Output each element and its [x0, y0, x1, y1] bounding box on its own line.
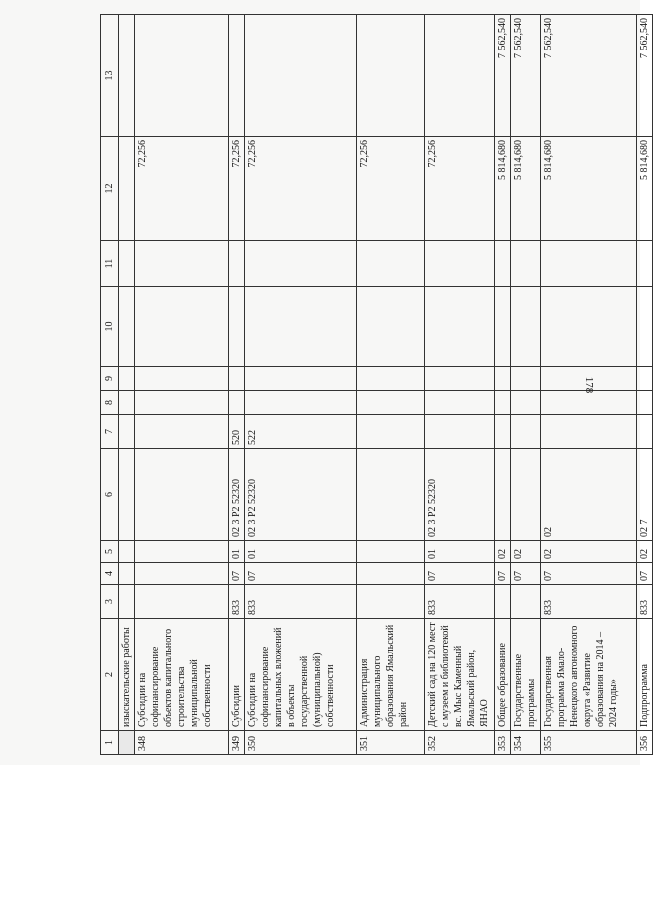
table-cell-c1: 350 — [245, 731, 357, 755]
table-cell-c3 — [135, 585, 229, 619]
table-cell-c2: Подпрограмма — [637, 619, 653, 731]
table-cell-c5: 01 — [425, 541, 495, 563]
table-cell-c6 — [511, 449, 541, 541]
table-cell-c12: 5 814,680 — [511, 137, 541, 241]
table-cell-c1: 349 — [229, 731, 245, 755]
table-cell-c9 — [637, 367, 653, 391]
table-cell-c11 — [511, 241, 541, 287]
table-cell-c6 — [119, 449, 135, 541]
page-number: 178 — [583, 376, 595, 394]
table-cell-c13 — [119, 15, 135, 137]
table-cell-c13 — [425, 15, 495, 137]
table-cell-c2: Администрация муниципального образования Ямальский район — [357, 619, 425, 731]
table-cell-c4: 07 — [495, 563, 511, 585]
table-cell-c11 — [119, 241, 135, 287]
table-cell-c10 — [229, 287, 245, 367]
table-cell-c2: Государственные программы — [511, 619, 541, 731]
table-cell-c3 — [357, 585, 425, 619]
header-cell: 3 — [101, 585, 119, 619]
header-cell: 2 — [101, 619, 119, 731]
table-cell-c2: Детский сад на 120 мест с музеем и библиотекой вс. Мыс Каменный Ямальский район, ЯНАО — [425, 619, 495, 731]
header-cell: 13 — [101, 15, 119, 137]
rotated-content — [100, 15, 650, 755]
table-cell-c7: 522 — [245, 415, 357, 449]
table-cell-c7 — [425, 415, 495, 449]
table-cell-c4: 07 — [245, 563, 357, 585]
table-cell-c10 — [135, 287, 229, 367]
table-cell-c12: 72,256 — [229, 137, 245, 241]
table-row — [119, 15, 135, 755]
table-cell-c13 — [357, 15, 425, 137]
table-cell-c8 — [245, 391, 357, 415]
table-cell-c7 — [119, 415, 135, 449]
table-cell-c9 — [511, 367, 541, 391]
table-cell-c6: 02 — [541, 449, 637, 541]
table-cell-c8 — [119, 391, 135, 415]
table-cell-c6: 02 7 — [637, 449, 653, 541]
header-cell: 12 — [101, 137, 119, 241]
table-cell-c12: 5 814,680 — [637, 137, 653, 241]
table-cell-c6: 02 3 P2 52320 — [245, 449, 357, 541]
table-cell-c5: 02 — [637, 541, 653, 563]
table-cell-c13: 7 562,540 — [541, 15, 637, 137]
table-row — [495, 15, 511, 755]
table-cell-c2: Субсидии — [229, 619, 245, 731]
table-cell-c10 — [637, 287, 653, 367]
table-row — [511, 15, 541, 755]
table-cell-c8 — [637, 391, 653, 415]
table-cell-c3 — [495, 585, 511, 619]
table-cell-c5: 02 — [541, 541, 637, 563]
table-cell-c9 — [229, 367, 245, 391]
header-cell: 1 — [101, 731, 119, 755]
table-cell-c1: 348 — [135, 731, 229, 755]
table-cell-c1: 354 — [511, 731, 541, 755]
table-cell-c1: 355 — [541, 731, 637, 755]
table-cell-c3: 833 — [541, 585, 637, 619]
table-cell-c9 — [135, 367, 229, 391]
table-cell-c8 — [511, 391, 541, 415]
table-cell-c4 — [119, 563, 135, 585]
table-cell-c7 — [357, 415, 425, 449]
table-row — [245, 15, 357, 755]
table-header — [101, 15, 119, 755]
table-cell-c10 — [425, 287, 495, 367]
header-cell: 5 — [101, 541, 119, 563]
table-cell-c12: 72,256 — [357, 137, 425, 241]
table-cell-c1: 356 — [637, 731, 653, 755]
table-cell-c8 — [495, 391, 511, 415]
table-cell-c11 — [495, 241, 511, 287]
table-cell-c5: 01 — [245, 541, 357, 563]
table-cell-c12: 5 814,680 — [541, 137, 637, 241]
table-cell-c4 — [135, 563, 229, 585]
table-cell-c13: 7 562,540 — [495, 15, 511, 137]
table-cell-c7: 520 — [229, 415, 245, 449]
table-cell-c5: 01 — [229, 541, 245, 563]
table-cell-c6: 02 3 P2 52320 — [425, 449, 495, 541]
table-cell-c4: 07 — [511, 563, 541, 585]
table-cell-c11 — [229, 241, 245, 287]
table-cell-c2: Государственная программа Ямало-Ненецкого автономного округа «Развитие образования на 2014 – 2024 годы» — [541, 619, 637, 731]
table-cell-c5 — [119, 541, 135, 563]
table-cell-c9 — [425, 367, 495, 391]
table-cell-c7 — [135, 415, 229, 449]
table-cell-c11 — [357, 241, 425, 287]
table-cell-c10 — [357, 287, 425, 367]
table-cell-c9 — [495, 367, 511, 391]
header-cell: 4 — [101, 563, 119, 585]
table-cell-c1 — [119, 731, 135, 755]
table-cell-c6: 02 3 P2 52320 — [229, 449, 245, 541]
header-cell: 6 — [101, 449, 119, 541]
table-cell-c12 — [119, 137, 135, 241]
table-cell-c5: 02 — [495, 541, 511, 563]
table-cell-c11 — [425, 241, 495, 287]
table-cell-c4 — [357, 563, 425, 585]
table-cell-c4: 07 — [229, 563, 245, 585]
table-cell-c12: 72,256 — [135, 137, 229, 241]
header-cell: 9 — [101, 367, 119, 391]
table-cell-c10 — [119, 287, 135, 367]
table-cell-c13: 7 562,540 — [511, 15, 541, 137]
table-cell-c6 — [135, 449, 229, 541]
table-cell-c13 — [229, 15, 245, 137]
table-cell-c8 — [425, 391, 495, 415]
table-row — [357, 15, 425, 755]
table-cell-c13 — [245, 15, 357, 137]
table-cell-c4: 07 — [541, 563, 637, 585]
header-cell: 10 — [101, 287, 119, 367]
table-cell-c9 — [357, 367, 425, 391]
table-cell-c12: 72,256 — [245, 137, 357, 241]
table-body — [119, 15, 653, 755]
table-cell-c5: 02 — [511, 541, 541, 563]
table-cell-c5 — [357, 541, 425, 563]
table-cell-c13: 7 562,540 — [637, 15, 653, 137]
header-cell: 11 — [101, 241, 119, 287]
table-cell-c12: 72,256 — [425, 137, 495, 241]
table-row — [637, 15, 653, 755]
table-cell-c11 — [637, 241, 653, 287]
table-cell-c7 — [511, 415, 541, 449]
table-cell-c8 — [357, 391, 425, 415]
table-cell-c10 — [495, 287, 511, 367]
table-cell-c3: 833 — [229, 585, 245, 619]
table-cell-c1: 351 — [357, 731, 425, 755]
table-cell-c11 — [135, 241, 229, 287]
table-cell-c3: 833 — [245, 585, 357, 619]
table-cell-c9 — [119, 367, 135, 391]
table-cell-c1: 352 — [425, 731, 495, 755]
table-cell-c2: изыскательские работы — [119, 619, 135, 731]
table-row — [229, 15, 245, 755]
header-cell: 7 — [101, 415, 119, 449]
table-cell-c5 — [135, 541, 229, 563]
budget-table — [100, 14, 653, 755]
table-cell-c3 — [119, 585, 135, 619]
table-cell-c6 — [495, 449, 511, 541]
table-cell-c7 — [495, 415, 511, 449]
table-row — [425, 15, 495, 755]
table-cell-c3: 833 — [637, 585, 653, 619]
table-cell-c9 — [245, 367, 357, 391]
table-cell-c4: 07 — [425, 563, 495, 585]
table-cell-c8 — [135, 391, 229, 415]
table-cell-c2: Субсидии на софинансирование объектов капитального строительства муниципальной собственности — [135, 619, 229, 731]
table-cell-c2: Общее образование — [495, 619, 511, 731]
table-cell-c2: Субсидии на софинансирование капитальных вложений в объекты государственной (муниципальной) собственности — [245, 619, 357, 731]
table-cell-c11 — [245, 241, 357, 287]
table-cell-c13 — [135, 15, 229, 137]
table-cell-c6 — [357, 449, 425, 541]
table-cell-c7 — [637, 415, 653, 449]
table-cell-c10 — [245, 287, 357, 367]
table-cell-c3: 833 — [425, 585, 495, 619]
table-cell-c3 — [511, 585, 541, 619]
table-cell-c10 — [511, 287, 541, 367]
table-cell-c12: 5 814,680 — [495, 137, 511, 241]
table-cell-c8 — [229, 391, 245, 415]
table-cell-c1: 353 — [495, 731, 511, 755]
table-row — [135, 15, 229, 755]
table-cell-c4: 07 — [637, 563, 653, 585]
header-cell: 8 — [101, 391, 119, 415]
